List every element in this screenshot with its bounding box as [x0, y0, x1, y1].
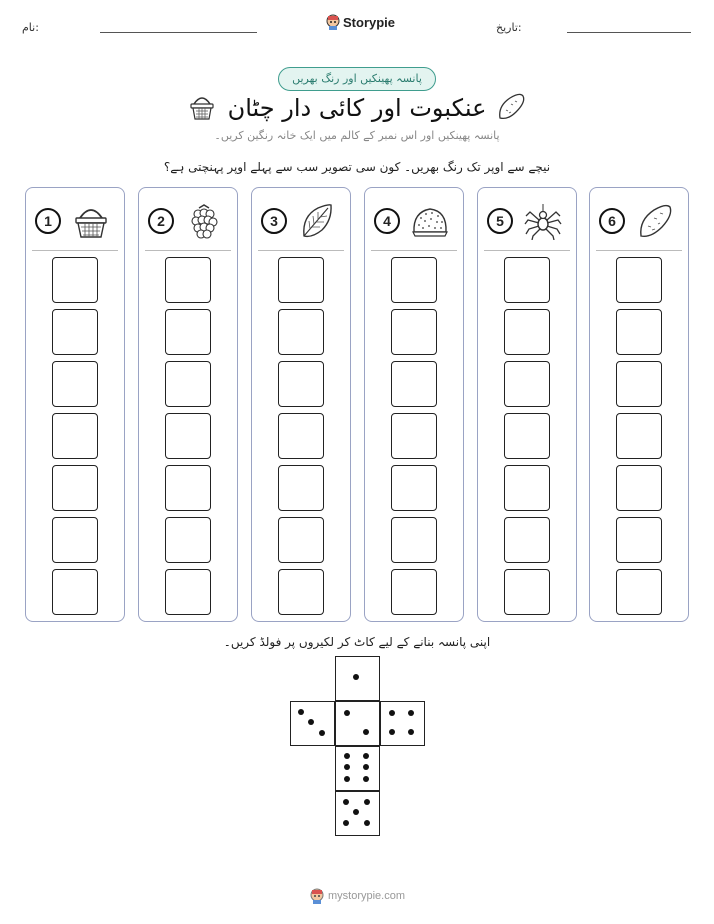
color-box[interactable]: [391, 361, 437, 407]
color-box[interactable]: [278, 309, 324, 355]
column-header: [590, 202, 688, 242]
fold-instruction: اپنی پانسہ بنانے کے لیے کاٹ کر لکیروں پر فولڈ کریں۔: [223, 635, 491, 649]
color-box[interactable]: [165, 569, 211, 615]
column-header: [26, 202, 124, 242]
color-box[interactable]: [165, 309, 211, 355]
basket-icon: [188, 92, 216, 122]
sweet-potato-icon: [636, 202, 674, 240]
column-number: 4: [374, 208, 400, 234]
sweet-potato-icon: [496, 92, 526, 122]
color-box[interactable]: [278, 569, 324, 615]
die-face-3: [290, 701, 335, 746]
color-box[interactable]: [52, 361, 98, 407]
footer: [310, 888, 405, 904]
color-box[interactable]: [165, 413, 211, 459]
mossy-rock-icon: [411, 202, 449, 240]
name-line[interactable]: [100, 32, 257, 33]
column-number: 2: [148, 208, 174, 234]
color-box[interactable]: [52, 569, 98, 615]
column-header: [139, 202, 237, 242]
color-box[interactable]: [52, 413, 98, 459]
column-1: [25, 187, 125, 622]
color-box[interactable]: [278, 413, 324, 459]
column-divider: [145, 250, 231, 251]
column-number: 3: [261, 208, 287, 234]
color-box[interactable]: [616, 517, 662, 563]
color-box[interactable]: [165, 517, 211, 563]
column-number: 1: [35, 208, 61, 234]
column-header: [365, 202, 463, 242]
color-box[interactable]: [616, 257, 662, 303]
color-box[interactable]: [504, 413, 550, 459]
column-number: 6: [599, 208, 625, 234]
color-box[interactable]: [165, 257, 211, 303]
color-box[interactable]: [616, 361, 662, 407]
die-face-2: [335, 701, 380, 746]
color-box[interactable]: [391, 309, 437, 355]
color-box[interactable]: [52, 309, 98, 355]
storypie-mascot-icon: [310, 888, 324, 904]
question: نیچے سے اوپر تک رنگ بھریں۔ کون سی تصویر سب سے پہلے اوپر پہنچتی ہے؟: [163, 160, 551, 174]
die-face-5: [335, 791, 380, 836]
color-box[interactable]: [616, 569, 662, 615]
color-box[interactable]: [504, 309, 550, 355]
column-header: [478, 202, 576, 242]
column-header: [252, 202, 350, 242]
column-divider: [371, 250, 457, 251]
color-box[interactable]: [391, 517, 437, 563]
page-title: عنکبوت اور کائی دار چٹان: [227, 94, 487, 122]
column-divider: [484, 250, 570, 251]
color-box[interactable]: [391, 465, 437, 511]
date-line[interactable]: [567, 32, 691, 33]
column-5: [477, 187, 577, 622]
color-box[interactable]: [504, 517, 550, 563]
brand-logo: [326, 14, 395, 30]
color-box[interactable]: [504, 361, 550, 407]
die-face-4: [380, 701, 425, 746]
color-box[interactable]: [278, 257, 324, 303]
color-box[interactable]: [616, 413, 662, 459]
color-box[interactable]: [616, 465, 662, 511]
activity-pill: پانسہ پھینکیں اور رنگ بھریں: [278, 67, 436, 91]
color-box[interactable]: [278, 465, 324, 511]
color-box[interactable]: [52, 465, 98, 511]
leaf-icon: [298, 202, 336, 240]
color-box[interactable]: [504, 465, 550, 511]
column-divider: [596, 250, 682, 251]
column-2: [138, 187, 238, 622]
basket-icon: [72, 202, 110, 240]
spider-icon: [524, 202, 562, 240]
column-divider: [32, 250, 118, 251]
color-box[interactable]: [52, 517, 98, 563]
storypie-mascot-icon: [326, 14, 340, 30]
color-box[interactable]: [504, 257, 550, 303]
brand-name: Storypie: [343, 14, 396, 30]
color-box[interactable]: [52, 257, 98, 303]
die-face-1: [335, 656, 380, 701]
color-box[interactable]: [504, 569, 550, 615]
name-label: نام:: [22, 21, 39, 34]
date-label: تاریخ:: [496, 21, 522, 34]
subtitle: پانسہ پھینکیں اور اس نمبر کے کالم میں ایک خانہ رنگین کریں۔: [214, 129, 500, 142]
column-4: [364, 187, 464, 622]
column-3: [251, 187, 351, 622]
column-number: 5: [487, 208, 513, 234]
color-box[interactable]: [165, 361, 211, 407]
color-box[interactable]: [278, 361, 324, 407]
die-face-6: [335, 746, 380, 791]
raspberry-icon: [185, 202, 223, 240]
column-divider: [258, 250, 344, 251]
color-box[interactable]: [391, 413, 437, 459]
color-box[interactable]: [391, 569, 437, 615]
color-box[interactable]: [165, 465, 211, 511]
footer-url[interactable]: mystorypie.com: [328, 890, 406, 902]
column-6: [589, 187, 689, 622]
color-box[interactable]: [391, 257, 437, 303]
color-box[interactable]: [278, 517, 324, 563]
color-box[interactable]: [616, 309, 662, 355]
